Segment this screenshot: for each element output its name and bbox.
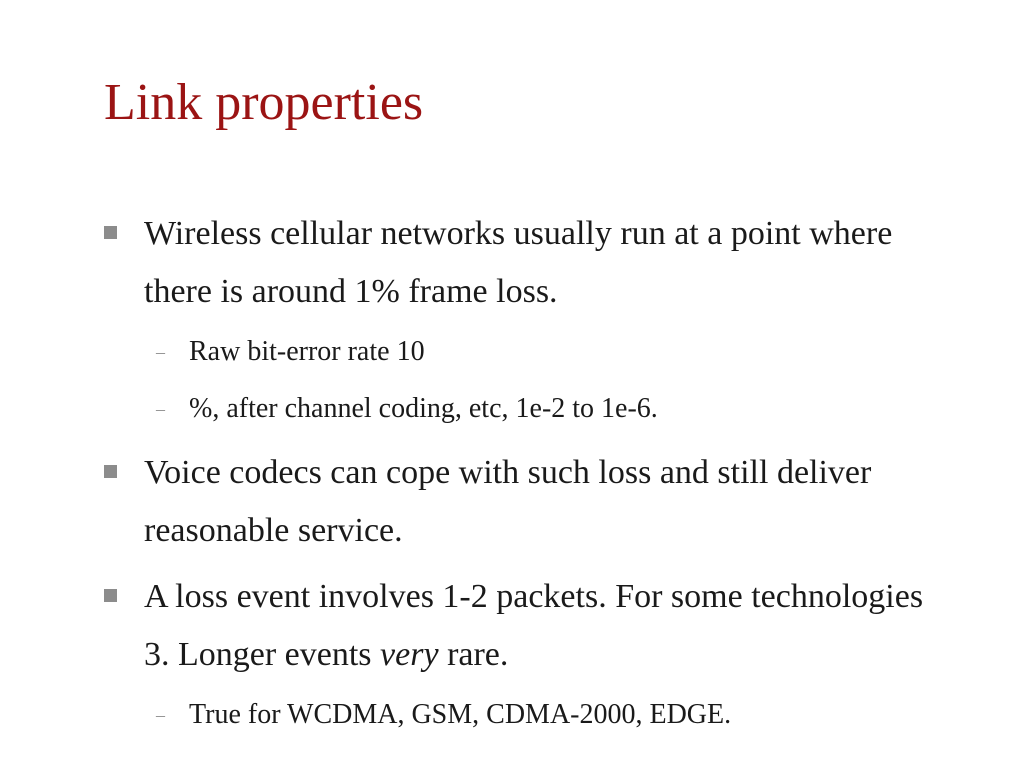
dash-bullet-icon: – — [156, 705, 165, 725]
square-bullet-icon — [104, 465, 117, 478]
bullet-text: Wireless cellular networks usually run at a point where there is around 1% frame loss. — [144, 215, 893, 310]
square-bullet-icon — [104, 589, 117, 602]
slide-title: Link properties — [104, 74, 424, 131]
sub-bullet-text: True for WCDMA, GSM, CDMA-2000, EDGE. — [189, 699, 732, 730]
sub-bullet-text: Raw bit-error rate 10 — [189, 336, 425, 367]
sub-bullet-text: %, after channel coding, etc, 1e-2 to 1e-6. — [189, 393, 658, 424]
dash-bullet-icon: – — [156, 342, 165, 362]
dash-bullet-icon: – — [156, 399, 165, 419]
bullet-text-part: A loss event involves 1-2 packets. For some technologies 3. Longer events — [144, 578, 924, 673]
bullet-text-emphasis: very — [380, 636, 439, 673]
square-bullet-icon — [104, 226, 117, 239]
bullet-text-part: rare. — [438, 636, 509, 673]
bullet-text — [144, 568, 934, 684]
bullet-text: Voice codecs can cope with such loss and still deliver reasonable service. — [144, 454, 872, 549]
